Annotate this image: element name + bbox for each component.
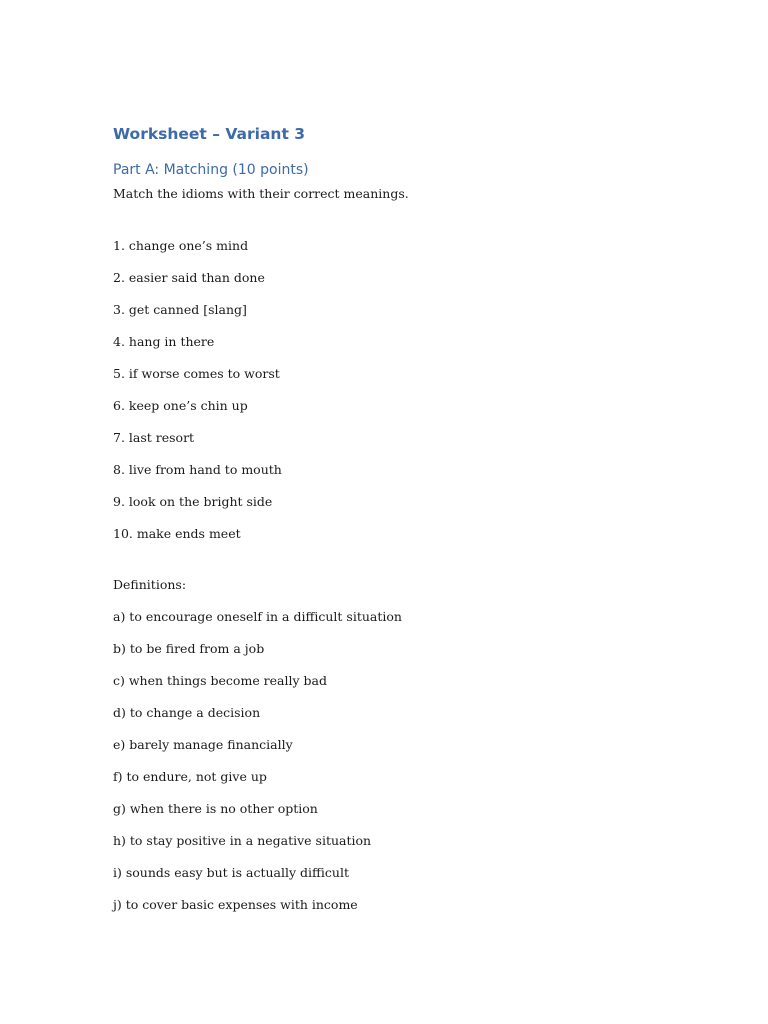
- idiom-item: 9. look on the bright side: [113, 494, 273, 509]
- definition-item: e) barely manage financially: [113, 737, 293, 752]
- definition-item: f) to endure, not give up: [113, 769, 267, 784]
- definition-item: a) to encourage oneself in a difficult situation: [113, 609, 402, 624]
- definition-item: j) to cover basic expenses with income: [113, 897, 358, 912]
- idiom-item: 1. change one’s mind: [113, 238, 249, 253]
- definition-item: c) when things become really bad: [113, 673, 327, 688]
- instructions-text: Match the idioms with their correct meanings.: [113, 186, 409, 201]
- definition-item: g) when there is no other option: [113, 801, 318, 816]
- worksheet-title: Worksheet – Variant 3: [113, 125, 306, 143]
- definition-item: d) to change a decision: [113, 705, 261, 720]
- part-a-heading: Part A: Matching (10 points): [113, 162, 309, 178]
- definition-item: b) to be fired from a job: [113, 641, 265, 656]
- idiom-item: 8. live from hand to mouth: [113, 462, 282, 477]
- idiom-item: 7. last resort: [113, 430, 195, 445]
- idiom-item: 2. easier said than done: [113, 270, 265, 285]
- idiom-item: 6. keep one’s chin up: [113, 398, 248, 413]
- definitions-label: Definitions:: [113, 577, 187, 592]
- definition-item: i) sounds easy but is actually difficult: [113, 865, 349, 880]
- idiom-item: 5. if worse comes to worst: [113, 366, 280, 381]
- idiom-item: 4. hang in there: [113, 334, 215, 349]
- idiom-item: 3. get canned [slang]: [113, 302, 247, 317]
- idiom-item: 10. make ends meet: [113, 526, 241, 541]
- definition-item: h) to stay positive in a negative situation: [113, 833, 372, 848]
